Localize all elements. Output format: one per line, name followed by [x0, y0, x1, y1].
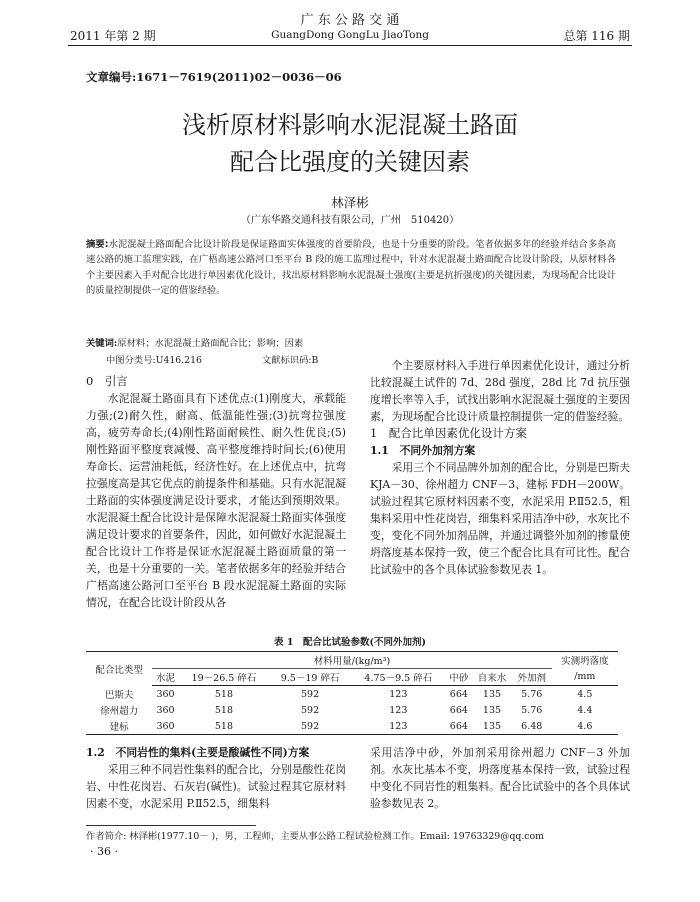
col-header-type: 配合比类型 — [86, 652, 152, 686]
table-cell: 4.6 — [552, 718, 618, 735]
keywords-text: 原材料；水泥混凝土路面配合比；影响；因素 — [117, 338, 304, 349]
column-1 — [86, 373, 346, 611]
section-1-1-heading: 1.1 不同外加剂方案 — [370, 444, 476, 457]
table-row — [86, 702, 618, 718]
col-header: 19－26.5 碎石 — [179, 669, 269, 686]
col-header-slump: 实测坍落度 — [552, 652, 618, 669]
table-cell: 360 — [152, 718, 179, 735]
table-cell: 664 — [446, 718, 473, 735]
section-1-2-paragraph: 采用三种不同岩性集料的配合比，分别是酸性花岗岩、中性花岗岩、石灰岩(碱性)。试验过程其它原材料因素不变，水泥采用 P.Ⅱ52.5，细集料 — [86, 763, 346, 810]
abstract-text: 水泥混凝土路面配合比设计阶段是保证路面实体强度的首要阶段，也是十分重要的阶段。笔者依据多年的经验并结合多条高速公路的施工监理实践，在广梧高速公路河口至平台 B 段的施工监理过程中，针对水泥混凝土路面配合比设计阶段，从原材料各个主要因素入手对配合比进行单因素优化设计，找出原材料影响水泥混凝土强度(主要是抗折强度)的关键因素，为现场配合比设计的质量控制提供一定的借鉴经验。 — [86, 239, 616, 296]
table-cell: 6.48 — [512, 718, 552, 735]
column-2-paragraph: 个主要原材料入手进行单因素优化设计，通过分析比较混凝土试件的 7d、28d 强度，28d 比 7d 抗压强度增长率等入手，试找出影响水泥混凝土强度的主要因素，为现场配合比设计质量控制提供一定的借鉴经验。 — [370, 359, 630, 423]
affiliation: （广东华路交通科技有限公司，广州 510420） — [240, 215, 460, 226]
col-header: 中砂 — [446, 669, 473, 686]
table-cell: 592 — [301, 704, 320, 716]
table-caption: 表 1 配合比试验参数(不同外加剂) — [274, 637, 426, 648]
table-row — [86, 718, 618, 735]
section-1-1-paragraph: 采用三个不同品牌外加剂的配合比，分别是巴斯夫 KJA－30、徐州超力 CNF－3、建标 FDH－200W。试验过程其它原材料因素不变，水泥采用 P.Ⅱ52.5，粗集料采用中性花岗岩，细集料采用洁净中砂，水灰比不变，变化不同外加剂品牌，并通过调整外加剂的掺量使坍落度基本保持一致，使三个配合比具有可比性。配合比试验中的各个具体试验参数见表 1。 — [370, 461, 630, 576]
table-cell: 123 — [389, 688, 408, 700]
table-cell: 123 — [351, 718, 446, 735]
table-cell: 592 — [301, 688, 320, 700]
header-divider — [68, 45, 632, 46]
col-header-material: 材料用量/(kg/m³) — [152, 652, 551, 669]
abstract — [86, 237, 616, 298]
col-header: 外加剂 — [512, 669, 552, 686]
document-code: 文献标识码:B — [261, 355, 319, 366]
table-cell: 5.76 — [521, 704, 543, 716]
section-0-paragraph: 水泥混凝土路面具有下述优点:(1)刚度大，承载能力强;(2)耐久性，耐高、低温能性强;(3)抗弯拉强度高，疲劳寿命长;(4)刚性路面耐候性、耐久性优良;(5)刚性路面平整度衰减慢、高平整度维持时间长;(6)使用寿命长、运营油耗低，经济性好。在上述优点中，抗弯拉强度高是其它优点的前提条件和基础。只有水泥混凝土路面的实体强度满足设计要求，才能达到预期效果。水泥混凝土配合比设计是保障水泥混凝土路面实体强度满足设计要求的首要条件，因此，如何做好水泥混凝土配合比设计工作将是保证水泥混凝土路面质量的第一关，也是十分重要的一关。笔者依据多年的经验并结合广梧高速公路河口至平台 B 段水泥混凝土路面的实际情况，在配合比设计阶段从各 — [86, 392, 346, 609]
table-cell: 建标 — [86, 718, 152, 735]
page-number: · 36 · — [90, 845, 118, 858]
table-cell: 664 — [449, 688, 468, 700]
section-0-heading: 0 引言 — [86, 374, 128, 388]
author-bio: 作者简介: 林泽彬(1977.10－ )，男，工程师，主要从事公路工程试验检测工作。Email: 19763329@qq.com — [86, 831, 544, 842]
issue-label: 2011 年第 2 期 — [70, 29, 156, 43]
table-cell: 4.5 — [577, 688, 593, 700]
table-cell: 135 — [482, 688, 502, 700]
journal-name-en: GuangDong GongLu JiaoTong — [271, 29, 429, 41]
footnote-divider — [86, 825, 256, 826]
classification — [106, 352, 378, 366]
table-cell: 592 — [269, 718, 351, 735]
table-cell: 360 — [156, 688, 175, 700]
col-header: 9.5－19 碎石 — [269, 669, 351, 686]
section-1-heading: 1 配合比单因素优化设计方案 — [370, 426, 527, 440]
total-issue-label: 总第 116 期 — [563, 29, 630, 43]
column-2 — [370, 357, 630, 578]
table-cell: 巴斯夫 — [104, 689, 134, 701]
table-cell: 518 — [179, 718, 269, 735]
table-cell: 徐州超力 — [100, 706, 139, 717]
table-cell: 518 — [214, 688, 234, 700]
clc-number: 中图分类号:U416.216 — [106, 355, 202, 366]
slump-unit: /mm — [552, 669, 618, 686]
keywords — [86, 335, 303, 349]
table-cell: 360 — [156, 704, 175, 716]
table-cell: 123 — [389, 704, 408, 716]
section-1-2-heading: 1.2 不同岩性的集料(主要是酸碱性不同)方案 — [86, 746, 310, 759]
table-row — [86, 686, 618, 703]
title-line-2: 配合比强度的关键因素 — [230, 148, 470, 176]
table-cell: 518 — [214, 704, 234, 716]
table-cell: 4.4 — [577, 704, 593, 716]
table-cell: 5.76 — [521, 688, 543, 700]
keywords-label: 关键词: — [86, 338, 118, 349]
column-4-paragraph: 采用洁净中砂，外加剂采用徐州超力 CNF－3 外加剂。水灰比基本不变，坍落度基本保持一致，试验过程中变化不同岩性的粗集料。配合比试验中的各个具体试验参数见表 2。 — [370, 746, 630, 810]
article-number: 文章编号:1671－7619(2011)02－0036－06 — [86, 70, 342, 84]
title-line-1: 浅析原材料影响水泥混凝土路面 — [182, 111, 518, 139]
abstract-label: 摘要: — [86, 239, 109, 250]
table-cell: 135 — [482, 704, 502, 716]
column-3 — [86, 744, 346, 812]
table-cell: 664 — [449, 704, 468, 716]
author: 林泽彬 — [331, 195, 369, 210]
mix-parameters-table — [86, 651, 618, 735]
column-4 — [370, 744, 630, 812]
table-cell: 135 — [472, 718, 512, 735]
col-header: 水泥 — [152, 669, 179, 686]
col-header: 4.75－9.5 碎石 — [351, 669, 446, 686]
journal-name-cn: 广 东 公 路 交 通 — [300, 13, 400, 28]
col-header: 自来水 — [472, 669, 512, 686]
